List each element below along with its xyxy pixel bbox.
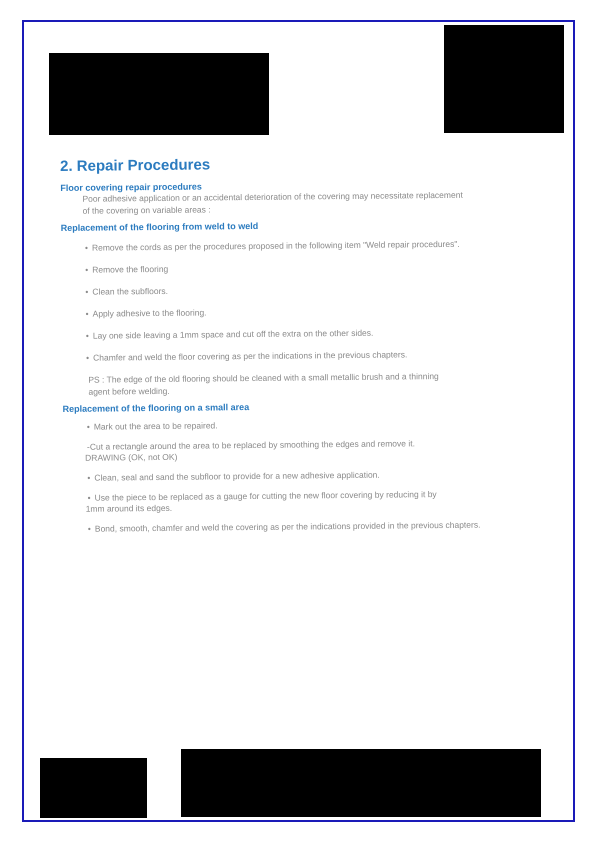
list-item <box>86 304 532 320</box>
list-item-text: Clean the subfloors. <box>92 285 169 297</box>
bullet-icon: • <box>85 264 89 275</box>
small-area-list <box>63 417 534 535</box>
redacted-footer-left <box>40 758 147 818</box>
list-item-text: Apply adhesive to the flooring. <box>92 307 207 319</box>
list-item-text-continued: 1mm around its edges. <box>85 502 173 514</box>
redacted-header-block <box>444 25 564 133</box>
list-item <box>87 417 533 433</box>
bullet-icon: • <box>85 308 89 319</box>
list-item-text: Clean, seal and sand the subfloor to provide for a new adhesive application. <box>94 469 380 483</box>
bullet-icon: • <box>86 421 90 432</box>
redacted-logo-area <box>49 53 269 135</box>
redacted-footer-right <box>181 749 541 817</box>
section-title: 2. Repair Procedures <box>60 156 211 175</box>
list-item <box>85 260 531 276</box>
bullet-icon: • <box>87 492 91 503</box>
list-item-text: Use the piece to be replaced as a gauge for cutting the new floor covering by reducing it by <box>94 489 437 503</box>
list-item <box>86 326 532 342</box>
bullet-icon: • <box>84 242 88 253</box>
small-area-heading: Replacement of the flooring on a small area <box>62 402 250 414</box>
list-item <box>85 488 534 515</box>
intro-line-2: of the covering on variable areas : <box>82 204 211 216</box>
bullet-icon: • <box>86 352 90 363</box>
ps-note-line-1: PS : The edge of the old flooring should be cleaned with a small metallic brush and a thinning <box>88 371 439 385</box>
list-item-text: Mark out the area to be repaired. <box>93 420 218 432</box>
list-item-text: Lay one side leaving a 1mm space and cut off the extra on the other sides. <box>92 327 374 341</box>
list-item <box>85 238 531 254</box>
floor-covering-heading: Floor covering repair procedures <box>60 181 202 193</box>
list-item-text: -Cut a rectangle around the area to be replaced by smoothing the edges and remove it. <box>86 438 415 452</box>
list-item-text: Chamfer and weld the floor covering as per the indications in the previous chapters. <box>93 349 408 363</box>
list-item-text: Bond, smooth, chamfer and weld the covering as per the indications provided in the previous chapters. <box>94 519 481 534</box>
list-item <box>86 348 532 364</box>
list-item-text: Remove the cords as per the procedures proposed in the following item "Weld repair procedures". <box>91 238 460 253</box>
bullet-icon: • <box>87 472 91 483</box>
bullet-icon: • <box>85 330 89 341</box>
list-item <box>87 468 533 484</box>
bullet-icon: • <box>85 286 89 297</box>
weld-to-weld-heading: Replacement of the flooring from weld to weld <box>60 220 259 233</box>
ps-note-line-2: agent before welding. <box>88 385 170 397</box>
list-item <box>85 282 531 298</box>
drawing-note: DRAWING (OK, not OK) <box>85 451 178 463</box>
list-item-text: Remove the flooring <box>92 263 169 275</box>
list-item <box>87 437 533 464</box>
document-body <box>60 153 534 535</box>
intro-line-1: Poor adhesive application or an accidental deterioration of the covering may necessitate replacement <box>82 189 463 204</box>
bullet-icon: • <box>87 523 91 534</box>
weld-to-weld-list <box>61 238 532 364</box>
